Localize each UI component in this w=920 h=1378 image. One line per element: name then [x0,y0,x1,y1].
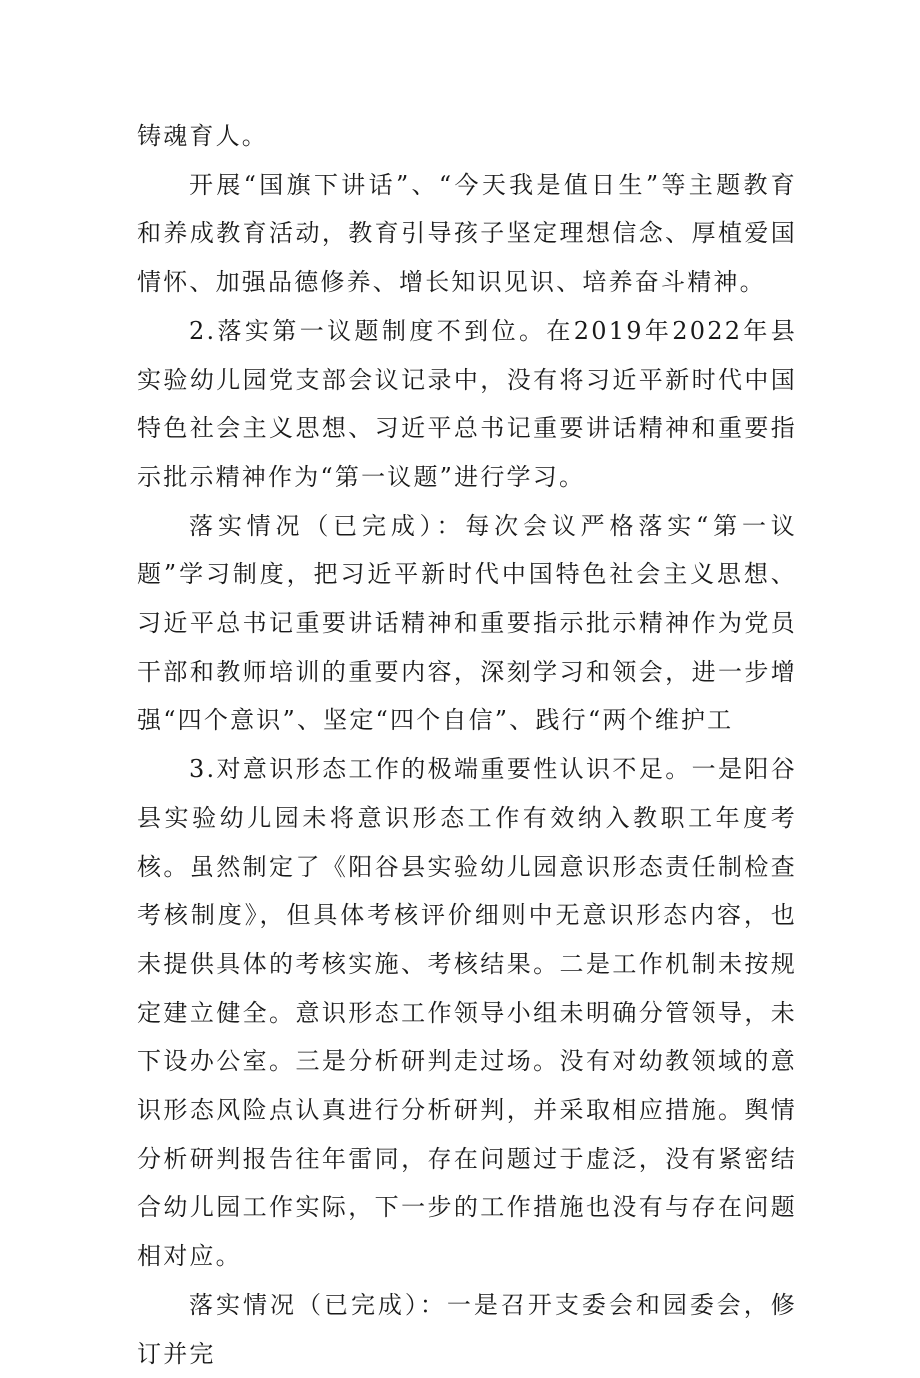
paragraph-issue-2: 2.落实第一议题制度不到位。在2019年2022年县实验幼儿园党支部会议记录中，没有将习近平新时代中国特色社会主义思想、习近平总书记重要讲话精神和重要指示批示精神作为“第一议题”进行学习。 [137,316,797,491]
paragraph-implementation-3: 落实情况（已完成）：一是召开支委会和园委会，修订并完 [137,1290,797,1368]
paragraph-issue-3: 3.对意识形态工作的极端重要性认识不足。一是阳谷县实验幼儿园未将意识形态工作有效纳入教职工年度考核。虽然制定了《阳谷县实验幼儿园意识形态责任制检查考核制度》，但具体考核评价细则中无意识形态内容，也未提供具体的考核实施、考核结果。二是工作机制未按规定建立健全。意识形态工作领导小组未明确分管领导，未下设办公室。三是分析研判走过场。没有对幼教领域的意识形态风险点认真进行分析研判，并采取相应措施。舆情分析研判报告往年雷同，存在问题过于虚泛，没有紧密结合幼儿园工作实际，下一步的工作措施也没有与存在问题相对应。 [137,755,797,1271]
paragraph-closing-line: 铸魂育人。 [137,122,268,150]
paragraph-activities: 开展“国旗下讲话”、“今天我是值日生”等主题教育和养成教育活动，教育引导孩子坚定理想信念、厚植爱国情怀、加强品德修养、增长知识见识、培养奋斗精神。 [137,170,797,297]
paragraph-implementation-2: 落实情况（已完成）：每次会议严格落实“第一议题”学习制度，把习近平新时代中国特色社会主义思想、习近平总书记重要讲话精神和重要指示批示精神作为党员干部和教师培训的重要内容，深刻学习和领会，进一步增强“四个意识”、坚定“四个自信”、践行“两个维护工 [137,511,797,735]
document-body [137,112,797,1378]
